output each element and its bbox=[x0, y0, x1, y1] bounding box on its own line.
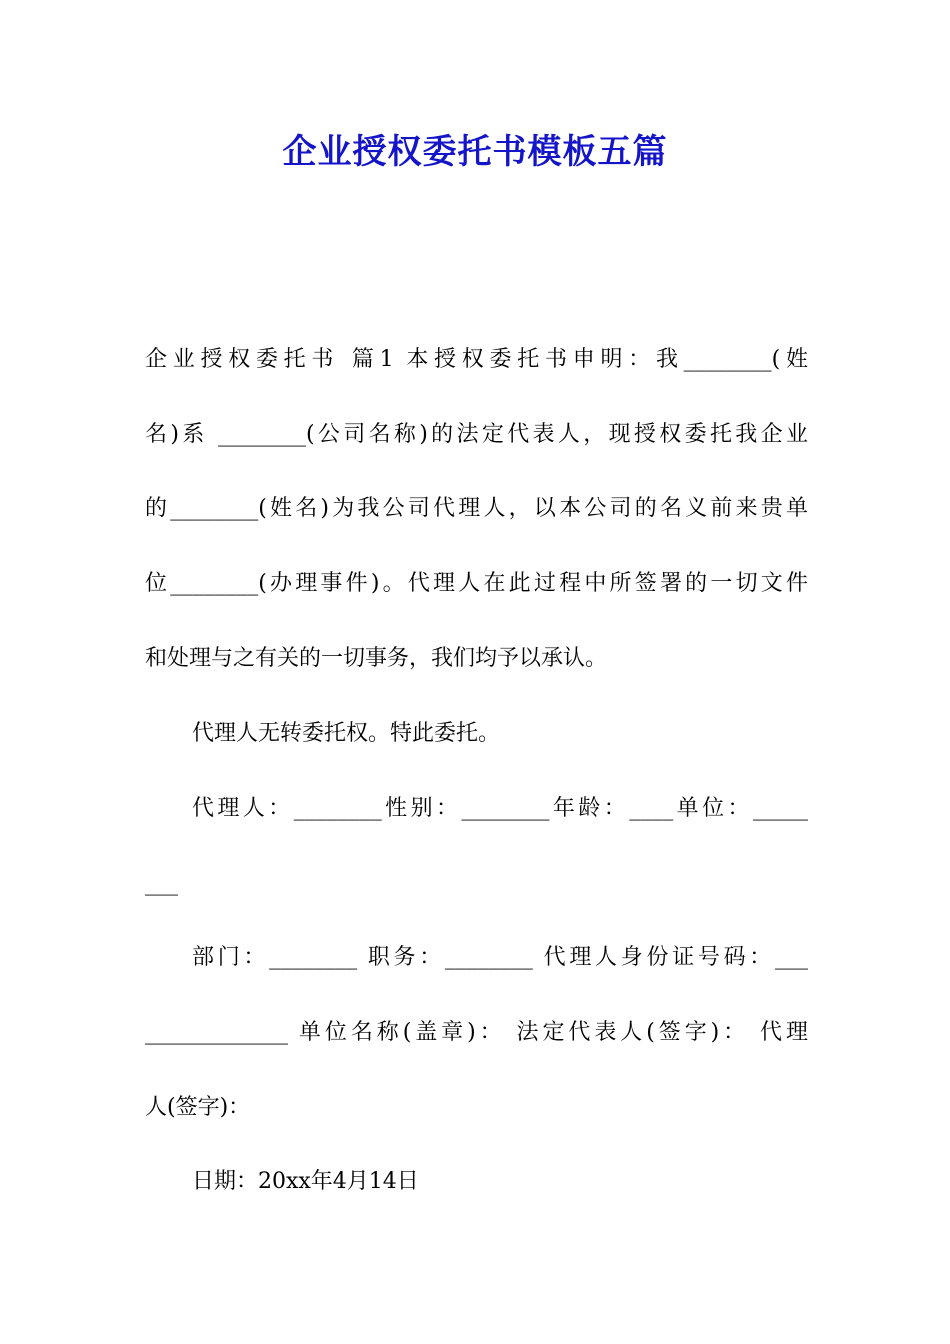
agent-info-line: 代理人：________性别：________年龄：____单位：_____ bbox=[192, 796, 808, 821]
department-line: 部门：________ 职务：________ 代理人身份证号码：___ bbox=[192, 945, 808, 970]
paragraph-line-4: 位________(办理事件)。代理人在此过程中所签署的一切文件 bbox=[145, 571, 808, 596]
paragraph-line-2: 名)系 ________(公司名称)的法定代表人，现授权委托我企业 bbox=[145, 422, 808, 447]
date-line: 日期：20xx年4月14日 bbox=[192, 1169, 419, 1194]
signature-line: _____________ 单位名称(盖章)： 法定代表人(签字)： 代理 bbox=[145, 1020, 808, 1045]
agent-info-line-cont: ___ bbox=[145, 871, 178, 896]
paragraph-line-3: 的________(姓名)为我公司代理人，以本公司的名义前来贵单 bbox=[145, 496, 808, 521]
no-sub-delegation-line: 代理人无转委托权。特此委托。 bbox=[192, 721, 501, 746]
paragraph-line-5: 和处理与之有关的一切事务，我们均予以承认。 bbox=[145, 646, 608, 671]
paragraph-line-1: 企业授权委托书 篇1 本授权委托书申明：我________(姓 bbox=[145, 347, 808, 372]
document-title: 企业授权委托书模板五篇 bbox=[282, 132, 668, 172]
signature-line-cont: 人(签字)： bbox=[145, 1095, 251, 1120]
